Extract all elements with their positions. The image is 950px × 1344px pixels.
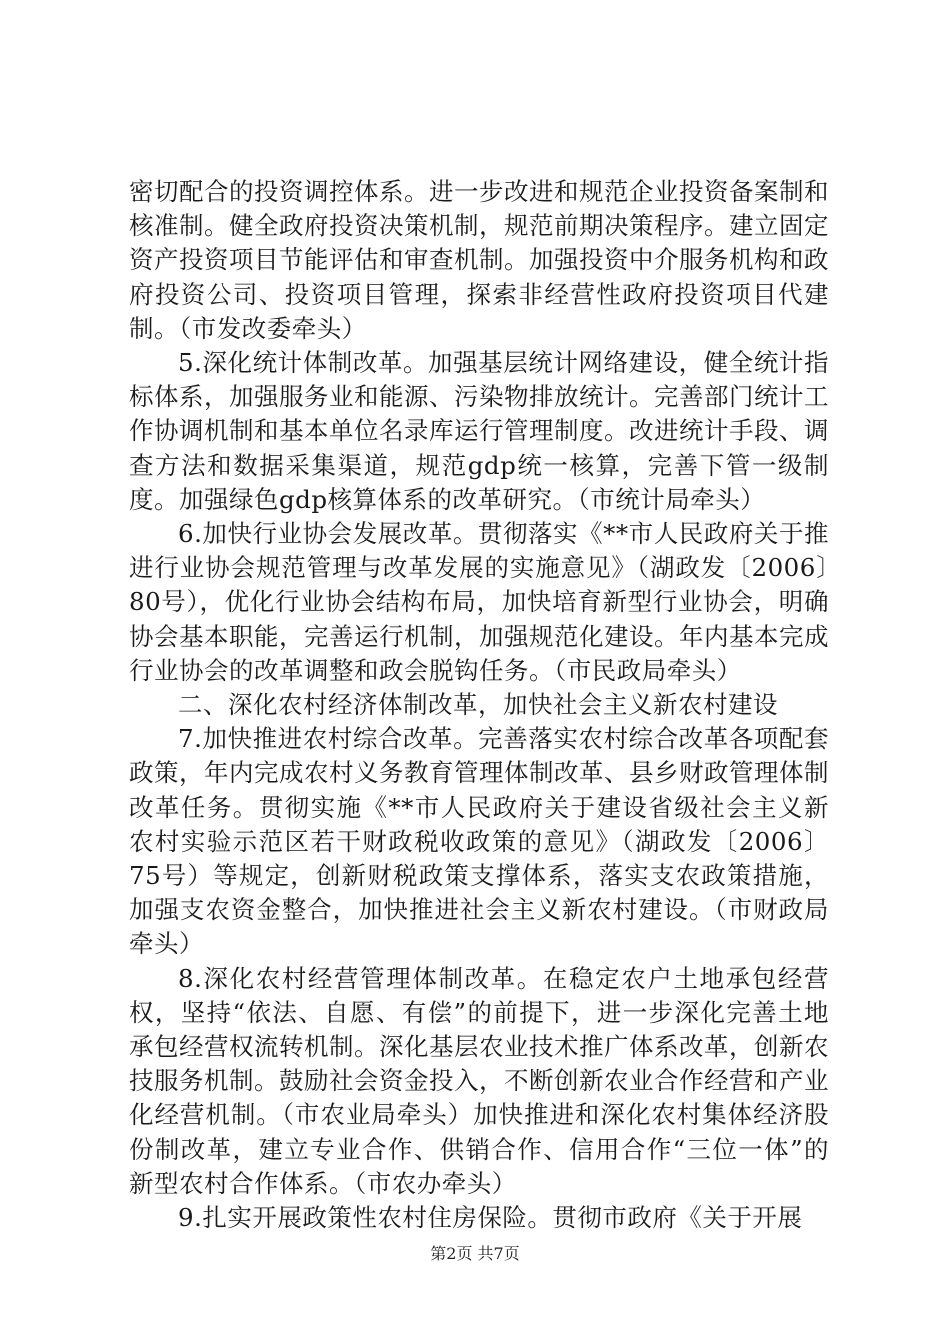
paragraph-item-6: 6.加快行业协会发展改革。贯彻落实《**市人民政府关于推进行业协会规范管理与改革发展的实施意见》（湖政发〔2006〕80号），优化行业协会结构布局，加快培育新型行业协会，明确协会基本职能，完善运行机制，加强规范化建设。年内基本完成行业协会的改革调整和政会脱钩任务。（市民政局牵头） xyxy=(129,519,829,685)
section-heading-rural-reform: 二、深化农村经济体制改革，加快社会主义新农村建设 xyxy=(178,690,778,720)
paragraph-item-9: 9.扎实开展政策性农村住房保险。贯彻市政府《关于开展 xyxy=(178,1203,803,1233)
paragraph-item-7: 7.加快推进农村综合改革。完善落实农村综合改革各项配套政策，年内完成农村义务教育管理体制改革、县乡财政管理体制改革任务。贯彻实施《**市人民政府关于建设省级社会主义新农村实验示范区若干财政税收政策的意见》（湖政发〔2006〕75号）等规定，创新财税政策支撑体系，落实支农政策措施，加强支农资金整合，加快推进社会主义新农村建设。（市财政局牵头） xyxy=(129,724,829,959)
page-footer: 第2页 共7页 xyxy=(430,1244,520,1263)
paragraph-item-5: 5.深化统计体制改革。加强基层统计网络建设，健全统计指标体系，加强服务业和能源、污染物排放统计。完善部门统计工作协调机制和基本单位名录库运行管理制度。改进统计手段、调查方法和数据采集渠道，规范gdp统一核算，完善下管一级制度。加强绿色gdp核算体系的改革研究。（市统计局牵头） xyxy=(129,348,829,514)
paragraph-investment-continued: 密切配合的投资调控体系。进一步改进和规范企业投资备案制和核准制。健全政府投资决策机制，规范前期决策程序。建立固定资产投资项目节能评估和审查机制。加强投资中介服务机构和政府投资公司、投资项目管理，探索非经营性政府投资项目代建制。（市发改委牵头） xyxy=(129,177,829,343)
document-body xyxy=(129,175,829,1235)
paragraph-item-8: 8.深化农村经营管理体制改革。在稳定农户土地承包经营权，坚持“依法、自愿、有偿”的前提下，进一步深化完善土地承包经营权流转机制。深化基层农业技术推广体系改革，创新农技服务机制。鼓励社会资金投入，不断创新农业合作经营和产业化经营机制。（市农业局牵头）加快推进和深化农村集体经济股份制改革，建立专业合作、供销合作、信用合作“三位一体”的新型农村合作体系。（市农办牵头） xyxy=(129,963,829,1198)
